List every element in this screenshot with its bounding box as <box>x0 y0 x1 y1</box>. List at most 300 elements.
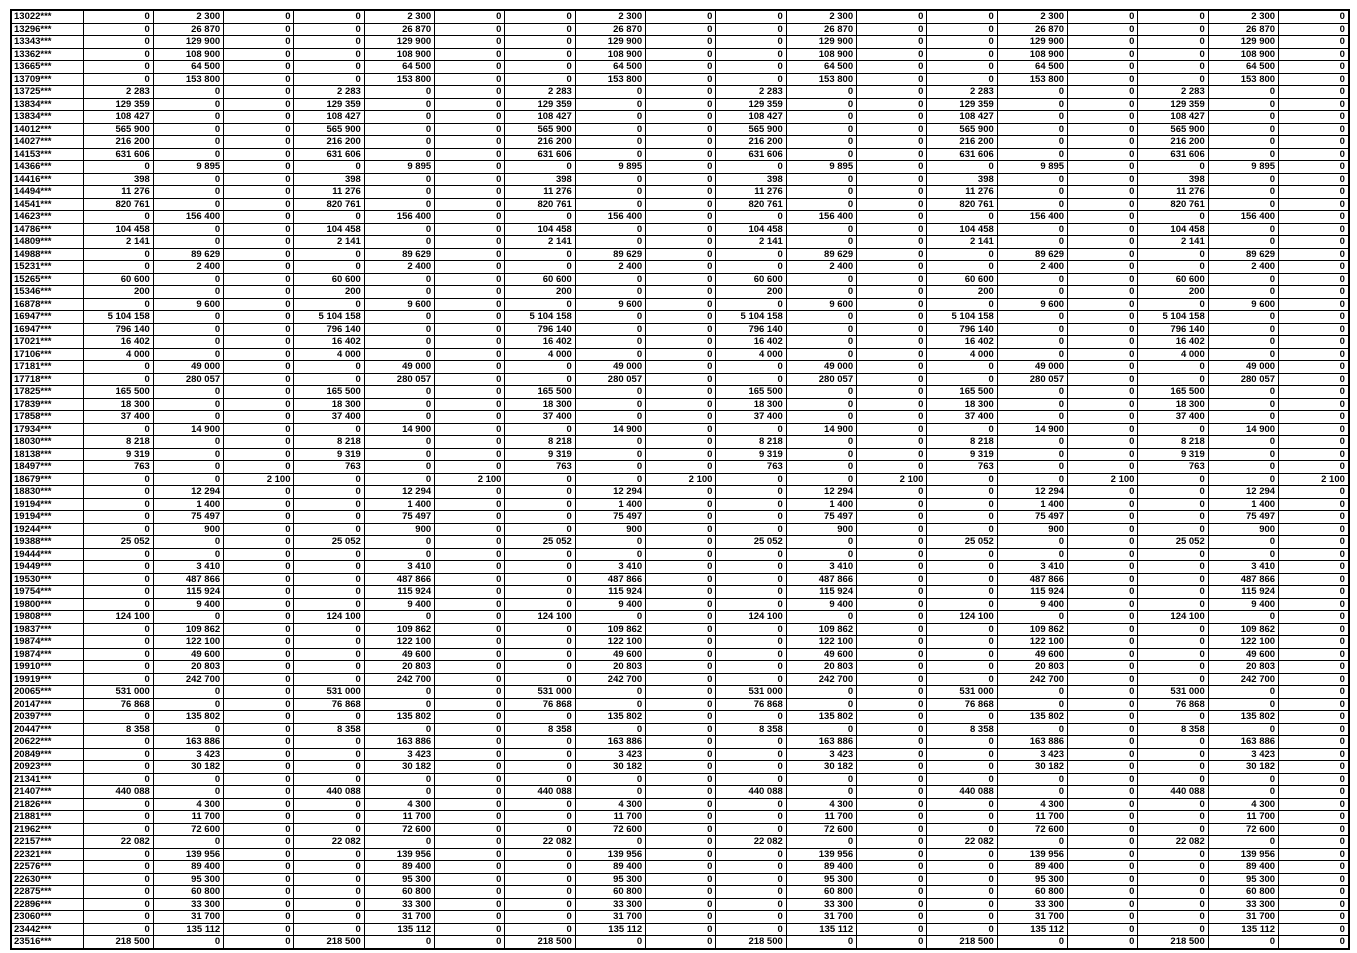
value-cell[interactable]: 0 <box>435 836 505 849</box>
value-cell[interactable]: 124 100 <box>294 611 364 624</box>
value-cell[interactable]: 0 <box>646 411 716 424</box>
value-cell[interactable]: 0 <box>646 686 716 699</box>
row-id-cell[interactable]: 13665*** <box>11 61 83 74</box>
value-cell[interactable]: 0 <box>83 623 153 636</box>
value-cell[interactable]: 0 <box>1068 911 1138 924</box>
value-cell[interactable]: 0 <box>857 586 927 599</box>
value-cell[interactable]: 0 <box>435 461 505 474</box>
value-cell[interactable]: 0 <box>1068 136 1138 149</box>
value-cell[interactable]: 0 <box>1279 723 1349 736</box>
value-cell[interactable]: 156 400 <box>153 211 223 224</box>
value-cell[interactable]: 14 900 <box>575 423 645 436</box>
value-cell[interactable]: 0 <box>857 898 927 911</box>
value-cell[interactable]: 0 <box>646 361 716 374</box>
value-cell[interactable]: 139 956 <box>997 848 1067 861</box>
row-id-cell[interactable]: 14366*** <box>11 161 83 174</box>
value-cell[interactable]: 0 <box>1279 611 1349 624</box>
value-cell[interactable]: 1 400 <box>364 498 434 511</box>
value-cell[interactable]: 1 400 <box>786 498 856 511</box>
value-cell[interactable]: 89 400 <box>786 861 856 874</box>
value-cell[interactable]: 25 052 <box>716 536 786 549</box>
value-cell[interactable]: 440 088 <box>505 786 575 799</box>
value-cell[interactable]: 0 <box>83 811 153 824</box>
value-cell[interactable]: 0 <box>786 473 856 486</box>
value-cell[interactable]: 0 <box>1279 348 1349 361</box>
value-cell[interactable]: 0 <box>364 398 434 411</box>
value-cell[interactable]: 763 <box>505 461 575 474</box>
value-cell[interactable]: 135 112 <box>153 923 223 936</box>
value-cell[interactable]: 0 <box>646 611 716 624</box>
value-cell[interactable]: 0 <box>435 623 505 636</box>
value-cell[interactable]: 0 <box>1138 36 1208 49</box>
value-cell[interactable]: 14 900 <box>153 423 223 436</box>
value-cell[interactable]: 0 <box>1138 48 1208 61</box>
row-id-cell[interactable]: 14988*** <box>11 248 83 261</box>
row-id-cell[interactable]: 19449*** <box>11 561 83 574</box>
value-cell[interactable]: 0 <box>575 723 645 736</box>
value-cell[interactable]: 0 <box>435 336 505 349</box>
value-cell[interactable]: 0 <box>364 473 434 486</box>
value-cell[interactable]: 0 <box>364 786 434 799</box>
value-cell[interactable]: 0 <box>646 661 716 674</box>
value-cell[interactable]: 487 866 <box>575 573 645 586</box>
value-cell[interactable]: 156 400 <box>786 211 856 224</box>
value-cell[interactable]: 30 182 <box>1208 761 1278 774</box>
value-cell[interactable]: 0 <box>435 636 505 649</box>
value-cell[interactable]: 0 <box>646 61 716 74</box>
value-cell[interactable]: 0 <box>1068 436 1138 449</box>
value-cell[interactable]: 0 <box>646 886 716 899</box>
value-cell[interactable]: 0 <box>1138 711 1208 724</box>
value-cell[interactable]: 0 <box>1068 748 1138 761</box>
value-cell[interactable]: 0 <box>1138 736 1208 749</box>
value-cell[interactable]: 64 500 <box>364 61 434 74</box>
value-cell[interactable]: 8 358 <box>505 723 575 736</box>
value-cell[interactable]: 0 <box>857 198 927 211</box>
value-cell[interactable]: 0 <box>1068 398 1138 411</box>
value-cell[interactable]: 0 <box>505 798 575 811</box>
row-id-cell[interactable]: 19388*** <box>11 536 83 549</box>
value-cell[interactable]: 2 100 <box>1068 473 1138 486</box>
value-cell[interactable]: 0 <box>224 623 294 636</box>
value-cell[interactable]: 0 <box>997 348 1067 361</box>
value-cell[interactable]: 0 <box>575 236 645 249</box>
value-cell[interactable]: 0 <box>1068 511 1138 524</box>
value-cell[interactable]: 9 600 <box>1208 298 1278 311</box>
row-id-cell[interactable]: 17858*** <box>11 411 83 424</box>
value-cell[interactable]: 0 <box>435 923 505 936</box>
value-cell[interactable]: 1 400 <box>997 498 1067 511</box>
value-cell[interactable]: 72 600 <box>1208 823 1278 836</box>
value-cell[interactable]: 0 <box>997 411 1067 424</box>
value-cell[interactable]: 60 800 <box>575 886 645 899</box>
value-cell[interactable]: 0 <box>505 586 575 599</box>
value-cell[interactable]: 25 052 <box>83 536 153 549</box>
value-cell[interactable]: 0 <box>1208 136 1278 149</box>
value-cell[interactable]: 0 <box>435 811 505 824</box>
value-cell[interactable]: 0 <box>1279 886 1349 899</box>
value-cell[interactable]: 0 <box>435 148 505 161</box>
value-cell[interactable]: 0 <box>786 173 856 186</box>
value-cell[interactable]: 4 000 <box>1138 348 1208 361</box>
value-cell[interactable]: 0 <box>1068 848 1138 861</box>
value-cell[interactable]: 11 276 <box>83 186 153 199</box>
value-cell[interactable]: 0 <box>716 61 786 74</box>
value-cell[interactable]: 0 <box>435 773 505 786</box>
value-cell[interactable]: 218 500 <box>716 936 786 949</box>
value-cell[interactable]: 165 500 <box>83 386 153 399</box>
value-cell[interactable]: 0 <box>83 248 153 261</box>
value-cell[interactable]: 0 <box>364 411 434 424</box>
value-cell[interactable]: 9 600 <box>153 298 223 311</box>
value-cell[interactable]: 0 <box>575 936 645 949</box>
value-cell[interactable]: 0 <box>1138 211 1208 224</box>
value-cell[interactable]: 0 <box>1208 398 1278 411</box>
value-cell[interactable]: 0 <box>1279 498 1349 511</box>
value-cell[interactable]: 0 <box>646 436 716 449</box>
value-cell[interactable]: 0 <box>716 811 786 824</box>
value-cell[interactable]: 0 <box>1068 273 1138 286</box>
value-cell[interactable]: 0 <box>646 48 716 61</box>
value-cell[interactable]: 0 <box>1068 348 1138 361</box>
value-cell[interactable]: 22 082 <box>927 836 997 849</box>
value-cell[interactable]: 0 <box>153 411 223 424</box>
value-cell[interactable]: 0 <box>646 623 716 636</box>
value-cell[interactable]: 0 <box>716 648 786 661</box>
value-cell[interactable]: 0 <box>857 286 927 299</box>
value-cell[interactable]: 0 <box>505 498 575 511</box>
value-cell[interactable]: 0 <box>857 736 927 749</box>
value-cell[interactable]: 0 <box>857 623 927 636</box>
value-cell[interactable]: 0 <box>1279 23 1349 36</box>
value-cell[interactable]: 0 <box>435 248 505 261</box>
value-cell[interactable]: 0 <box>857 10 927 23</box>
value-cell[interactable]: 64 500 <box>1208 61 1278 74</box>
value-cell[interactable]: 0 <box>83 573 153 586</box>
value-cell[interactable]: 16 402 <box>1138 336 1208 349</box>
value-cell[interactable]: 763 <box>294 461 364 474</box>
value-cell[interactable]: 0 <box>927 823 997 836</box>
value-cell[interactable]: 95 300 <box>997 873 1067 886</box>
value-cell[interactable]: 0 <box>786 686 856 699</box>
value-cell[interactable]: 124 100 <box>505 611 575 624</box>
value-cell[interactable]: 0 <box>646 423 716 436</box>
value-cell[interactable]: 0 <box>646 573 716 586</box>
value-cell[interactable]: 0 <box>83 711 153 724</box>
value-cell[interactable]: 0 <box>857 398 927 411</box>
row-id-cell[interactable]: 20065*** <box>11 686 83 699</box>
value-cell[interactable]: 0 <box>1068 636 1138 649</box>
value-cell[interactable]: 0 <box>1068 311 1138 324</box>
value-cell[interactable]: 37 400 <box>927 411 997 424</box>
value-cell[interactable]: 0 <box>857 136 927 149</box>
value-cell[interactable]: 0 <box>364 611 434 624</box>
value-cell[interactable]: 109 862 <box>786 623 856 636</box>
value-cell[interactable]: 0 <box>1279 323 1349 336</box>
value-cell[interactable]: 0 <box>716 773 786 786</box>
value-cell[interactable]: 2 283 <box>83 86 153 99</box>
row-id-cell[interactable]: 22896*** <box>11 898 83 911</box>
value-cell[interactable]: 0 <box>646 761 716 774</box>
value-cell[interactable]: 129 900 <box>575 36 645 49</box>
value-cell[interactable]: 0 <box>646 748 716 761</box>
value-cell[interactable]: 0 <box>83 748 153 761</box>
value-cell[interactable]: 0 <box>294 473 364 486</box>
value-cell[interactable]: 49 600 <box>997 648 1067 661</box>
value-cell[interactable]: 0 <box>294 773 364 786</box>
value-cell[interactable]: 0 <box>1279 111 1349 124</box>
value-cell[interactable]: 31 700 <box>1208 911 1278 924</box>
value-cell[interactable]: 0 <box>786 286 856 299</box>
value-cell[interactable]: 0 <box>857 161 927 174</box>
value-cell[interactable]: 0 <box>153 348 223 361</box>
value-cell[interactable]: 0 <box>857 748 927 761</box>
value-cell[interactable]: 0 <box>1208 836 1278 849</box>
value-cell[interactable]: 0 <box>435 436 505 449</box>
value-cell[interactable]: 60 600 <box>294 273 364 286</box>
value-cell[interactable]: 9 895 <box>1208 161 1278 174</box>
row-id-cell[interactable]: 14494*** <box>11 186 83 199</box>
value-cell[interactable]: 0 <box>646 636 716 649</box>
value-cell[interactable]: 16 402 <box>294 336 364 349</box>
value-cell[interactable]: 0 <box>716 636 786 649</box>
value-cell[interactable]: 0 <box>857 861 927 874</box>
value-cell[interactable]: 0 <box>224 786 294 799</box>
value-cell[interactable]: 0 <box>646 161 716 174</box>
value-cell[interactable]: 11 276 <box>294 186 364 199</box>
value-cell[interactable]: 104 458 <box>83 223 153 236</box>
value-cell[interactable]: 0 <box>1068 48 1138 61</box>
value-cell[interactable]: 49 600 <box>153 648 223 661</box>
value-cell[interactable]: 0 <box>224 936 294 949</box>
value-cell[interactable]: 108 427 <box>716 111 786 124</box>
value-cell[interactable]: 0 <box>857 123 927 136</box>
value-cell[interactable]: 0 <box>505 36 575 49</box>
value-cell[interactable]: 820 761 <box>1138 198 1208 211</box>
value-cell[interactable]: 0 <box>1279 298 1349 311</box>
value-cell[interactable]: 0 <box>786 773 856 786</box>
value-cell[interactable]: 0 <box>786 698 856 711</box>
value-cell[interactable]: 0 <box>857 773 927 786</box>
value-cell[interactable]: 0 <box>716 798 786 811</box>
row-id-cell[interactable]: 20147*** <box>11 698 83 711</box>
value-cell[interactable]: 2 400 <box>997 261 1067 274</box>
value-cell[interactable]: 2 141 <box>83 236 153 249</box>
value-cell[interactable]: 0 <box>435 411 505 424</box>
value-cell[interactable]: 0 <box>1138 473 1208 486</box>
value-cell[interactable]: 0 <box>1279 923 1349 936</box>
value-cell[interactable]: 9 400 <box>575 598 645 611</box>
value-cell[interactable]: 3 410 <box>153 561 223 574</box>
value-cell[interactable]: 0 <box>1138 298 1208 311</box>
value-cell[interactable]: 22 082 <box>505 836 575 849</box>
value-cell[interactable]: 0 <box>997 273 1067 286</box>
value-cell[interactable]: 16 402 <box>505 336 575 349</box>
value-cell[interactable]: 0 <box>1138 561 1208 574</box>
value-cell[interactable]: 139 956 <box>786 848 856 861</box>
value-cell[interactable]: 0 <box>435 136 505 149</box>
row-id-cell[interactable]: 13725*** <box>11 86 83 99</box>
value-cell[interactable]: 0 <box>857 448 927 461</box>
value-cell[interactable]: 531 000 <box>716 686 786 699</box>
value-cell[interactable]: 280 057 <box>575 373 645 386</box>
value-cell[interactable]: 0 <box>716 911 786 924</box>
value-cell[interactable]: 0 <box>294 923 364 936</box>
value-cell[interactable]: 0 <box>716 498 786 511</box>
value-cell[interactable]: 0 <box>224 48 294 61</box>
value-cell[interactable]: 0 <box>716 261 786 274</box>
value-cell[interactable]: 200 <box>927 286 997 299</box>
value-cell[interactable]: 0 <box>1068 36 1138 49</box>
value-cell[interactable]: 135 112 <box>364 923 434 936</box>
value-cell[interactable]: 0 <box>1279 461 1349 474</box>
value-cell[interactable]: 0 <box>153 198 223 211</box>
value-cell[interactable]: 76 868 <box>83 698 153 711</box>
value-cell[interactable]: 0 <box>1279 10 1349 23</box>
row-id-cell[interactable]: 18497*** <box>11 461 83 474</box>
value-cell[interactable]: 4 000 <box>716 348 786 361</box>
value-cell[interactable]: 0 <box>997 448 1067 461</box>
value-cell[interactable]: 37 400 <box>83 411 153 424</box>
value-cell[interactable]: 8 358 <box>716 723 786 736</box>
value-cell[interactable]: 0 <box>1279 811 1349 824</box>
value-cell[interactable]: 0 <box>1279 573 1349 586</box>
value-cell[interactable]: 0 <box>997 236 1067 249</box>
value-cell[interactable]: 0 <box>927 661 997 674</box>
value-cell[interactable]: 0 <box>646 273 716 286</box>
value-cell[interactable]: 33 300 <box>153 898 223 911</box>
value-cell[interactable]: 0 <box>435 798 505 811</box>
value-cell[interactable]: 0 <box>1068 623 1138 636</box>
value-cell[interactable]: 242 700 <box>786 673 856 686</box>
value-cell[interactable]: 72 600 <box>575 823 645 836</box>
value-cell[interactable]: 0 <box>1208 461 1278 474</box>
value-cell[interactable]: 0 <box>505 523 575 536</box>
value-cell[interactable]: 0 <box>505 623 575 636</box>
value-cell[interactable]: 0 <box>646 936 716 949</box>
value-cell[interactable]: 0 <box>364 98 434 111</box>
value-cell[interactable]: 0 <box>857 111 927 124</box>
value-cell[interactable]: 0 <box>997 98 1067 111</box>
value-cell[interactable]: 0 <box>1138 248 1208 261</box>
value-cell[interactable]: 0 <box>716 598 786 611</box>
value-cell[interactable]: 139 956 <box>1208 848 1278 861</box>
value-cell[interactable]: 398 <box>927 173 997 186</box>
value-cell[interactable]: 280 057 <box>364 373 434 386</box>
value-cell[interactable]: 9 400 <box>786 598 856 611</box>
value-cell[interactable]: 0 <box>646 486 716 499</box>
value-cell[interactable]: 0 <box>224 23 294 36</box>
value-cell[interactable]: 89 400 <box>1208 861 1278 874</box>
value-cell[interactable]: 0 <box>153 286 223 299</box>
value-cell[interactable]: 76 868 <box>716 698 786 711</box>
value-cell[interactable]: 0 <box>505 811 575 824</box>
value-cell[interactable]: 0 <box>1138 898 1208 911</box>
value-cell[interactable]: 0 <box>153 686 223 699</box>
value-cell[interactable]: 4 300 <box>997 798 1067 811</box>
value-cell[interactable]: 0 <box>224 773 294 786</box>
value-cell[interactable]: 0 <box>83 761 153 774</box>
value-cell[interactable]: 0 <box>294 661 364 674</box>
row-id-cell[interactable]: 17106*** <box>11 348 83 361</box>
row-id-cell[interactable]: 15265*** <box>11 273 83 286</box>
value-cell[interactable]: 64 500 <box>153 61 223 74</box>
value-cell[interactable]: 2 400 <box>1208 261 1278 274</box>
value-cell[interactable]: 0 <box>1208 323 1278 336</box>
value-cell[interactable]: 0 <box>364 323 434 336</box>
value-cell[interactable]: 0 <box>997 436 1067 449</box>
value-cell[interactable]: 4 000 <box>927 348 997 361</box>
value-cell[interactable]: 9 319 <box>716 448 786 461</box>
value-cell[interactable]: 0 <box>646 111 716 124</box>
value-cell[interactable]: 0 <box>1279 648 1349 661</box>
value-cell[interactable]: 89 629 <box>153 248 223 261</box>
value-cell[interactable]: 0 <box>294 911 364 924</box>
value-cell[interactable]: 12 294 <box>786 486 856 499</box>
value-cell[interactable]: 0 <box>716 423 786 436</box>
value-cell[interactable]: 216 200 <box>927 136 997 149</box>
value-cell[interactable]: 49 000 <box>786 361 856 374</box>
value-cell[interactable]: 0 <box>83 898 153 911</box>
value-cell[interactable]: 0 <box>997 173 1067 186</box>
value-cell[interactable]: 631 606 <box>294 148 364 161</box>
value-cell[interactable]: 0 <box>1068 661 1138 674</box>
value-cell[interactable]: 4 300 <box>786 798 856 811</box>
value-cell[interactable]: 0 <box>1138 548 1208 561</box>
value-cell[interactable]: 0 <box>1068 898 1138 911</box>
value-cell[interactable]: 0 <box>505 911 575 924</box>
value-cell[interactable]: 0 <box>1208 348 1278 361</box>
value-cell[interactable]: 0 <box>294 261 364 274</box>
value-cell[interactable]: 0 <box>435 486 505 499</box>
value-cell[interactable]: 0 <box>1068 123 1138 136</box>
row-id-cell[interactable]: 19194*** <box>11 498 83 511</box>
value-cell[interactable]: 0 <box>1068 198 1138 211</box>
value-cell[interactable]: 0 <box>927 636 997 649</box>
value-cell[interactable]: 242 700 <box>575 673 645 686</box>
value-cell[interactable]: 2 141 <box>716 236 786 249</box>
value-cell[interactable]: 0 <box>83 298 153 311</box>
value-cell[interactable]: 104 458 <box>1138 223 1208 236</box>
value-cell[interactable]: 20 803 <box>997 661 1067 674</box>
value-cell[interactable]: 0 <box>224 661 294 674</box>
value-cell[interactable]: 0 <box>83 673 153 686</box>
value-cell[interactable]: 0 <box>857 536 927 549</box>
value-cell[interactable]: 531 000 <box>505 686 575 699</box>
value-cell[interactable]: 0 <box>716 211 786 224</box>
value-cell[interactable]: 115 924 <box>575 586 645 599</box>
value-cell[interactable]: 0 <box>224 573 294 586</box>
value-cell[interactable]: 0 <box>153 773 223 786</box>
value-cell[interactable]: 440 088 <box>716 786 786 799</box>
value-cell[interactable]: 0 <box>646 873 716 886</box>
value-cell[interactable]: 0 <box>153 336 223 349</box>
value-cell[interactable]: 0 <box>1208 773 1278 786</box>
value-cell[interactable]: 0 <box>1208 536 1278 549</box>
value-cell[interactable]: 0 <box>505 548 575 561</box>
value-cell[interactable]: 129 359 <box>716 98 786 111</box>
value-cell[interactable]: 0 <box>1279 361 1349 374</box>
value-cell[interactable]: 0 <box>575 98 645 111</box>
value-cell[interactable]: 0 <box>294 23 364 36</box>
value-cell[interactable]: 0 <box>435 598 505 611</box>
value-cell[interactable]: 30 182 <box>364 761 434 774</box>
value-cell[interactable]: 631 606 <box>1138 148 1208 161</box>
value-cell[interactable]: 3 423 <box>364 748 434 761</box>
value-cell[interactable]: 0 <box>505 248 575 261</box>
value-cell[interactable]: 0 <box>927 373 997 386</box>
value-cell[interactable]: 0 <box>857 723 927 736</box>
